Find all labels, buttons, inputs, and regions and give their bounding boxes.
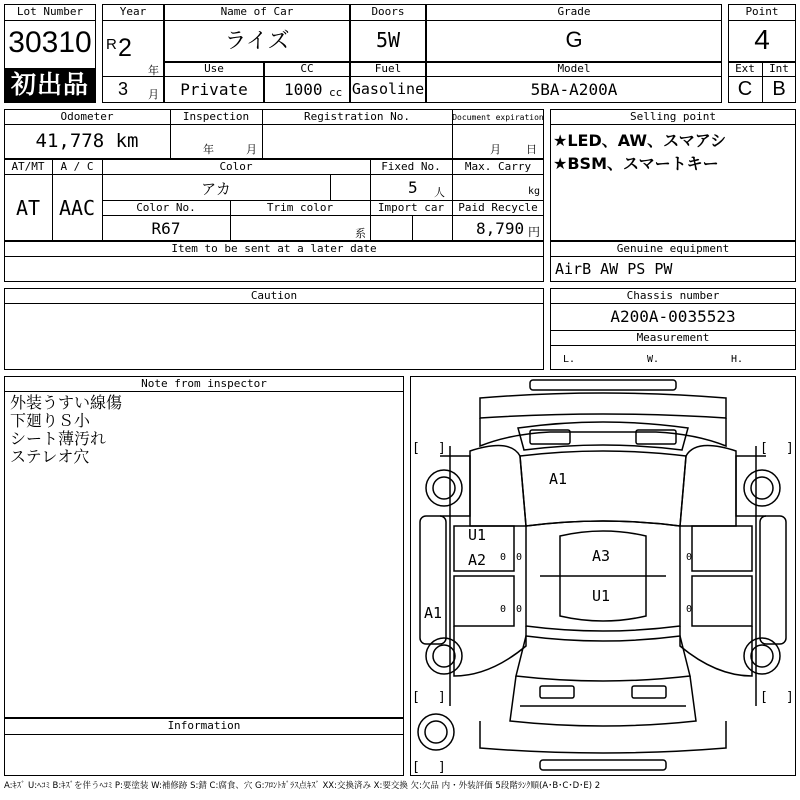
genuine-equipment-label: Genuine equipment (616, 242, 730, 255)
fixed-no-value: 5 (408, 178, 418, 197)
document-expiration-label: Document expiration (452, 113, 544, 122)
svg-text:[: [ (760, 441, 768, 456)
caution-label: Caution (250, 289, 298, 302)
month-unit: 月 (148, 88, 159, 101)
inspection-month-unit: 月 (246, 143, 257, 156)
use-value: Private (180, 80, 248, 99)
svg-text:[: [ (760, 690, 768, 705)
svg-text:[: [ (412, 760, 420, 775)
note-line-2: 下廻りＳ小 (10, 411, 91, 430)
ac-label: A / C (60, 160, 94, 173)
chassis-value: A200A-0035523 (610, 307, 736, 326)
transmission-label: AT/MT (11, 160, 45, 173)
svg-text:]: ] (438, 690, 446, 705)
svg-text:]: ] (438, 760, 446, 775)
fuel-value: Gasoline (351, 80, 425, 98)
paid-recycle-value: 8,790 (476, 219, 525, 238)
diagram-mark-roof-a: A3 (592, 547, 611, 565)
fixed-no-unit: 人 (434, 186, 445, 199)
model-value: 5BA-A200A (530, 80, 618, 99)
diagram-mark-front-door-a: A2 (468, 551, 487, 569)
color-label: Color (219, 160, 253, 173)
diagram-zero-1: 0 (500, 552, 507, 563)
grade-value: G (565, 27, 583, 52)
year-value: 2 (118, 34, 132, 62)
measurement-label: Measurement (636, 331, 710, 344)
fixed-no-label: Fixed No. (381, 160, 441, 173)
ext-value: C (737, 78, 753, 100)
diagram-mark-hood: A1 (549, 470, 568, 488)
int-label: Int (769, 62, 789, 75)
doors-value: 5W (375, 28, 401, 52)
later-label: Item to be sent at a later date (171, 242, 377, 255)
car-name: ライズ (224, 29, 290, 54)
max-carry-label: Max. Carry (464, 160, 532, 173)
trim-color-unit: 系 (355, 227, 366, 240)
doors-label: Doors (371, 5, 405, 18)
note-line-3: シート薄汚れ (10, 429, 107, 448)
max-carry-unit: kg (528, 186, 541, 197)
month-value: 3 (118, 79, 129, 99)
diagram-zero-5: 0 (516, 552, 523, 563)
svg-text:]: ] (438, 441, 446, 456)
note-label: Note from inspector (141, 377, 267, 390)
chassis-label: Chassis number (626, 289, 720, 302)
diagram-mark-front-door-u: U1 (468, 526, 487, 544)
note-line-4: ステレオ穴 (10, 447, 90, 466)
selling-point-line-1: ★LED、AW、スマアシ (553, 131, 727, 150)
ext-label: Ext (735, 62, 755, 75)
first-listing-badge: 初出品 (4, 68, 96, 102)
transmission-value: AT (15, 196, 41, 220)
year-era: R (106, 36, 117, 53)
registration-label: Registration No. (304, 110, 410, 123)
year-unit: 年 (148, 64, 159, 77)
diagram-zero-4: 0 (686, 604, 693, 615)
measurement-h: H. (731, 354, 744, 365)
car-diagram (410, 376, 796, 776)
diagram-zero-6: 0 (516, 604, 523, 615)
ac-value: AAC (58, 196, 96, 220)
svg-text:[: [ (412, 690, 420, 705)
genuine-equipment-value: AirB AW PS PW (555, 260, 673, 278)
measurement-l: L. (563, 354, 576, 365)
note-line-1: 外装うすい線傷 (10, 393, 123, 412)
doc-month-unit: 月 (490, 143, 501, 156)
color-no-value: R67 (151, 219, 181, 238)
point-value: 4 (754, 24, 770, 55)
use-label: Use (204, 62, 224, 75)
cc-label: CC (300, 62, 314, 75)
int-value: B (772, 78, 786, 100)
diagram-mark-roof-u: U1 (592, 587, 611, 605)
year-label: Year (119, 5, 147, 18)
inspection-label: Inspection (182, 110, 250, 123)
import-car-label: Import car (377, 201, 445, 214)
selling-point-label: Selling point (629, 110, 717, 123)
cc-value: 1000 (284, 80, 323, 99)
color-value: アカ (201, 180, 231, 198)
svg-text:]: ] (786, 441, 794, 456)
lot-number: 30310 (8, 26, 92, 59)
svg-text:[: [ (412, 441, 420, 456)
fuel-label: Fuel (374, 62, 402, 75)
paid-recycle-label: Paid Recycle (458, 201, 538, 214)
diagram-zero-3: 0 (686, 552, 693, 563)
inspection-year-unit: 年 (203, 143, 214, 156)
color-no-label: Color No. (136, 201, 196, 214)
cc-unit: cc (329, 86, 343, 99)
diagram-zero-2: 0 (500, 604, 507, 615)
diagram-mark-side: A1 (424, 604, 443, 622)
odometer-label: Odometer (60, 110, 114, 123)
legend-footer: A:ｷｽﾞ U:ﾍｺﾐ B:ｷｽﾞを伴うﾍｺﾐ P:要塗装 W:補修跡 S:錆 C:腐食、穴 G:ﾌﾛﾝﾄｶﾞﾗｽ点ｷｽﾞ XX:交換済み X:要交換 欠:欠品 内・外装評価 5段階ﾗﾝｸ順(A･B･C･D･E) 2 (4, 781, 601, 791)
name-label: Name of Car (220, 5, 294, 18)
paid-recycle-unit: 円 (528, 225, 541, 239)
information-label: Information (167, 719, 241, 732)
odometer-value: 41,778 km (35, 130, 139, 152)
selling-point-line-2: ★BSM、スマートキー (553, 154, 719, 173)
trim-color-label: Trim color (266, 201, 334, 214)
svg-text:]: ] (786, 690, 794, 705)
doc-day-unit: 日 (526, 143, 537, 156)
grade-label: Grade (557, 5, 591, 18)
model-label: Model (557, 62, 591, 75)
lot-label: Lot Number (16, 5, 84, 18)
point-label: Point (745, 5, 779, 18)
measurement-w: W. (647, 354, 660, 365)
